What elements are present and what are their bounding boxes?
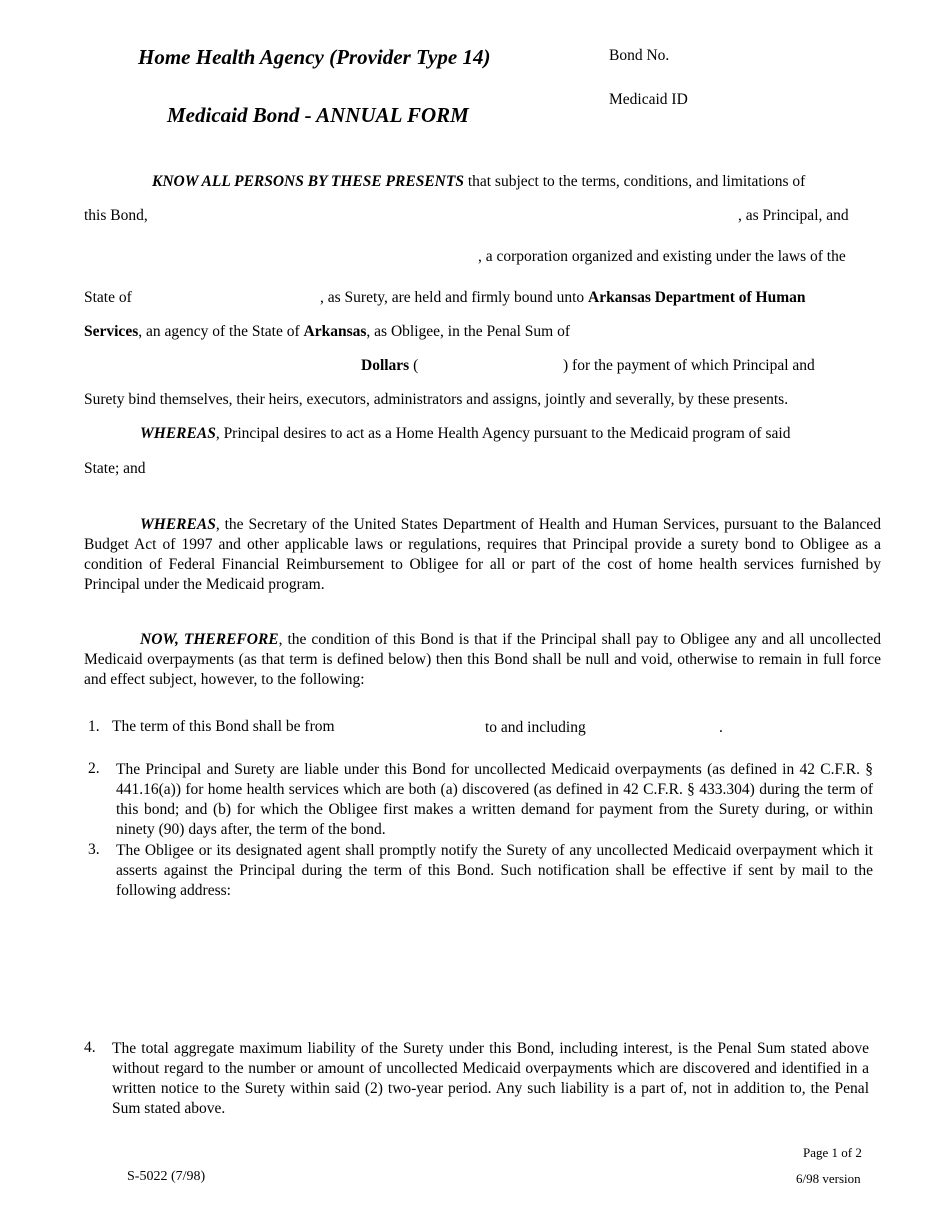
as-surety-text: , as Surety, are held and firmly bound unto — [320, 289, 589, 306]
obligee-name: Arkansas Department of Human — [588, 289, 806, 306]
surety-line — [320, 289, 805, 307]
obligee-name-cont: Services — [84, 323, 139, 340]
item-4-number: 4. — [84, 1039, 96, 1056]
now-therefore-lead: NOW, THEREFORE — [140, 631, 279, 648]
item-4-text: The total aggregate maximum liability of the Surety under this Bond, including interest, is the Penal Sum stated above without regard to the number or amount of uncollected Medicaid overpayments which are discovered and identified in a written notice to the Surety within said (2) two-year period. Any such liability is a part of, not in addition to, the Penal Sum stated above. — [112, 1040, 869, 1117]
whereas-2-paragraph — [84, 515, 881, 595]
intro-line-1 — [152, 173, 805, 191]
item-3-text: The Obligee or its designated agent shall promptly notify the Surety of any uncollected Medicaid overpayment which it asserts against the Principal during the term of this Bond. Such notification shall be effective if sent by mail to the following address: — [116, 842, 873, 899]
version-label: 6/98 version — [796, 1171, 861, 1186]
dollars-line — [361, 357, 418, 375]
form-number: S-5022 (7/98) — [127, 1169, 206, 1184]
this-bond-label: this Bond, — [84, 207, 148, 224]
item-1-to-text: to and including — [485, 719, 586, 736]
item-1-period: . — [719, 719, 723, 736]
whereas-2-text: , the Secretary of the United States Department of Health and Human Services, pursuant to the Balanced Budget Act of 1997 and other applicable laws or regulations, requires that Principal provide a surety bond to Obligee as a condition of Federal Financial Reimbursement to Obligee for all or part of the cost of home health services furnished by Principal under the Medicaid program. — [84, 516, 881, 593]
now-therefore-text: , the condition of this Bond is that if the Principal shall pay to Obligee any and all uncollected Medicaid overpayments (as that term is defined below) then this Bond shall be null and void, otherwise to remain in full force and effect subject, however, to the following: — [84, 631, 881, 688]
item-2-text: The Principal and Surety are liable under this Bond for uncollected Medicaid overpayments (as defined in 42 C.F.R. § 441.16(a)) for home health services which are both (a) discovered (as defined in 42 C.F.R. § 433.304) during the term of this bond; and (b) for which the Obligee first makes a written demand for payment from the Surety during, or within ninety (90) days after, the term of the bond. — [116, 761, 873, 838]
bond-no-label: Bond No. — [609, 47, 670, 64]
state-name: Arkansas — [303, 323, 367, 340]
know-all-heading: KNOW ALL PERSONS BY THESE PRESENTS — [152, 173, 464, 190]
dollars-label: Dollars — [361, 357, 410, 374]
whereas-1-text: , Principal desires to act as a Home Health Agency pursuant to the Medicaid program of said — [215, 425, 791, 442]
intro-text: that subject to the terms, conditions, and limitations of — [463, 173, 806, 190]
title-line-1: Home Health Agency (Provider Type 14) — [138, 45, 491, 69]
item-2-number: 2. — [88, 760, 100, 777]
agency-text: , an agency of the State of — [138, 323, 304, 340]
item-1-number: 1. — [88, 718, 100, 735]
open-paren: ( — [409, 357, 419, 374]
corporation-text: , a corporation organized and existing under the laws of the — [478, 248, 846, 265]
title-line-2: Medicaid Bond - ANNUAL FORM — [167, 103, 469, 127]
as-principal-text: , as Principal, and — [738, 207, 849, 224]
whereas-1-lead: WHEREAS — [140, 425, 216, 442]
obligee-line — [84, 323, 570, 341]
item-3-number: 3. — [88, 841, 100, 858]
as-obligee-text: , as Obligee, in the Penal Sum of — [366, 323, 571, 340]
whereas-2-lead: WHEREAS — [140, 516, 216, 533]
whereas-1-line-1 — [140, 425, 790, 443]
state-of-label: State of — [84, 289, 132, 306]
for-payment-text: ) for the payment of which Principal and — [563, 357, 815, 374]
surety-bind-text: Surety bind themselves, their heirs, executors, administrators and assigns, jointly and severally, by these presents. — [84, 391, 789, 408]
page-number: Page 1 of 2 — [803, 1145, 862, 1160]
medicaid-id-label: Medicaid ID — [609, 91, 688, 108]
now-therefore-paragraph — [84, 630, 881, 690]
item-1-term-text: The term of this Bond shall be from — [112, 718, 335, 735]
whereas-1-line-2: State; and — [84, 460, 146, 477]
